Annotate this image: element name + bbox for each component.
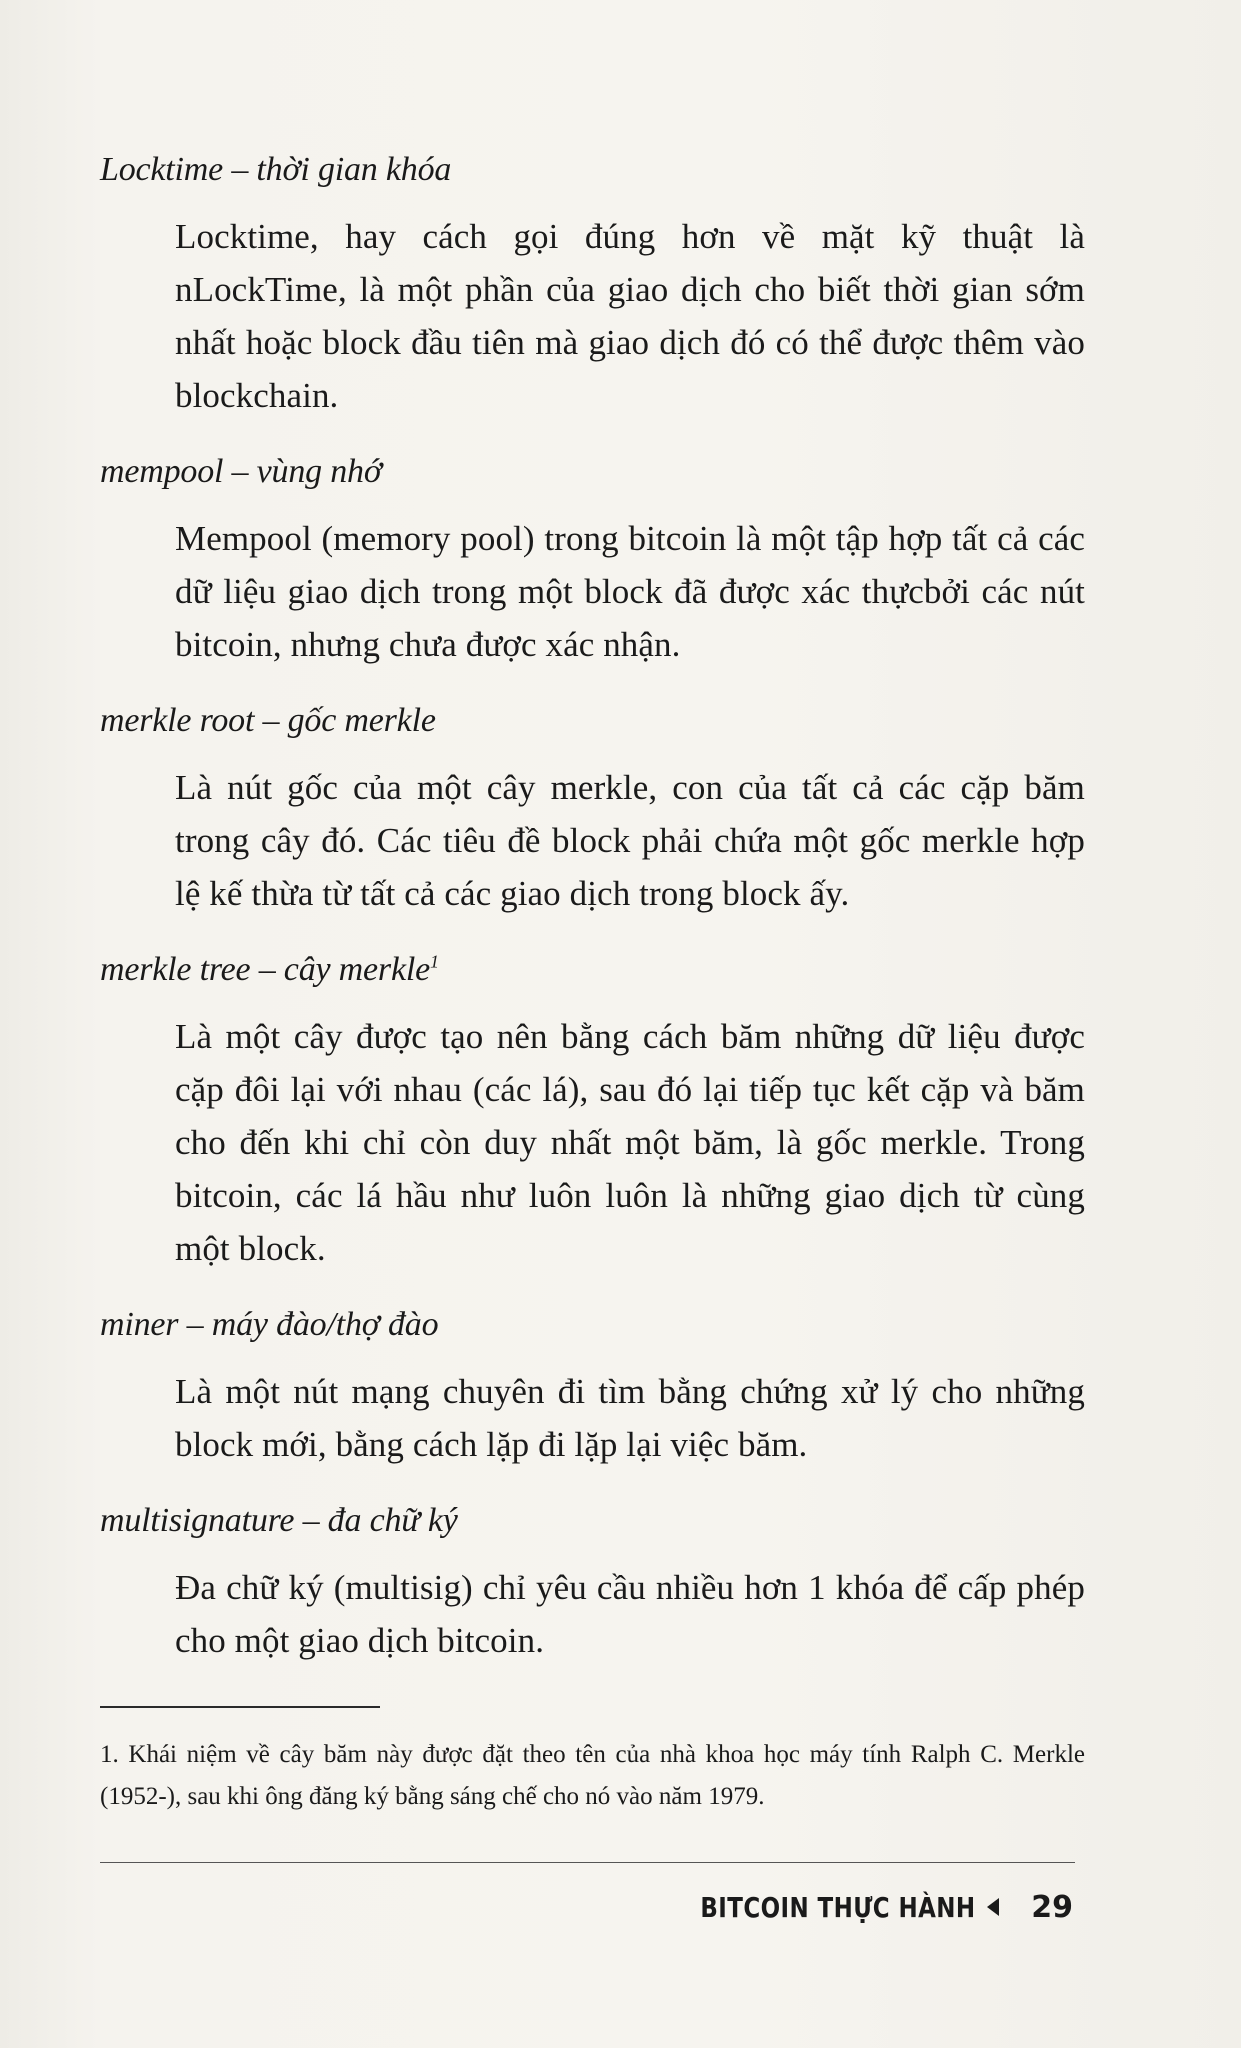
entry-term: multisignature – đa chữ ký	[100, 1502, 458, 1539]
page-number: 29	[1031, 1889, 1073, 1925]
entry-term: merkle root – gốc merkle	[100, 702, 436, 739]
footnote-ref: 1	[430, 951, 439, 972]
footnote-divider	[100, 1706, 380, 1708]
glossary-entry-merkle-tree	[100, 950, 1085, 1275]
glossary-entry-multisignature	[100, 1501, 1085, 1667]
entry-term: Locktime – thời gian khóa	[100, 151, 452, 188]
entry-definition: Là nút gốc của một cây merkle, con của tất cả các cặp băm trong cây đó. Các tiêu đề block phải chứa một gốc merkle hợp lệ kế thừa từ tất cả các giao dịch trong block ấy.	[175, 768, 1085, 913]
running-title: BITCOIN THỰC HÀNH	[700, 1890, 976, 1924]
footnote: 1. Khái niệm về cây băm này được đặt theo tên của nhà khoa học máy tính Ralph C. Merkle (1952-), sau khi ông đăng ký bằng sáng chế cho nó vào năm 1979.	[100, 1741, 1085, 1810]
glossary-entry-locktime	[100, 150, 1085, 422]
entry-term-with-footnote	[100, 950, 1085, 990]
entry-definition: Là một cây được tạo nên bằng cách băm những dữ liệu được cặp đôi lại với nhau (các lá), sau đó lại tiếp tục kết cặp và băm cho đến khi chỉ còn duy nhất một băm, là gốc merkle. Trong bitcoin, các lá hầu như luôn luôn là những giao dịch từ cùng một block.	[175, 1017, 1085, 1268]
entry-definition: Locktime, hay cách gọi đúng hơn về mặt kỹ thuật là nLockTime, là một phần của giao dịch cho biết thời gian sớm nhất hoặc block đầu tiên mà giao dịch đó có thể được thêm vào blockchain.	[175, 217, 1085, 415]
glossary-content	[100, 150, 1085, 1697]
page-footer	[640, 1882, 1073, 1932]
left-triangle-icon	[987, 1898, 999, 1916]
glossary-entry-merkle-root	[100, 701, 1085, 920]
entry-term: merkle tree – cây merkle	[100, 951, 430, 988]
footer-divider	[100, 1862, 1075, 1863]
entry-definition: Mempool (memory pool) trong bitcoin là một tập hợp tất cả các dữ liệu giao dịch trong một block đã được xác thựcbởi các nút bitcoin, nhưng chưa được xác nhận.	[175, 519, 1085, 664]
entry-definition: Đa chữ ký (multisig) chỉ yêu cầu nhiều hơn 1 khóa để cấp phép cho một giao dịch bitcoin.	[175, 1568, 1085, 1660]
glossary-entry-mempool	[100, 452, 1085, 671]
entry-definition: Là một nút mạng chuyên đi tìm bằng chứng xử lý cho những block mới, bằng cách lặp đi lặp lại việc băm.	[175, 1372, 1085, 1464]
entry-term: mempool – vùng nhớ	[100, 453, 382, 490]
glossary-entry-miner	[100, 1305, 1085, 1471]
entry-term: miner – máy đào/thợ đào	[100, 1306, 439, 1343]
